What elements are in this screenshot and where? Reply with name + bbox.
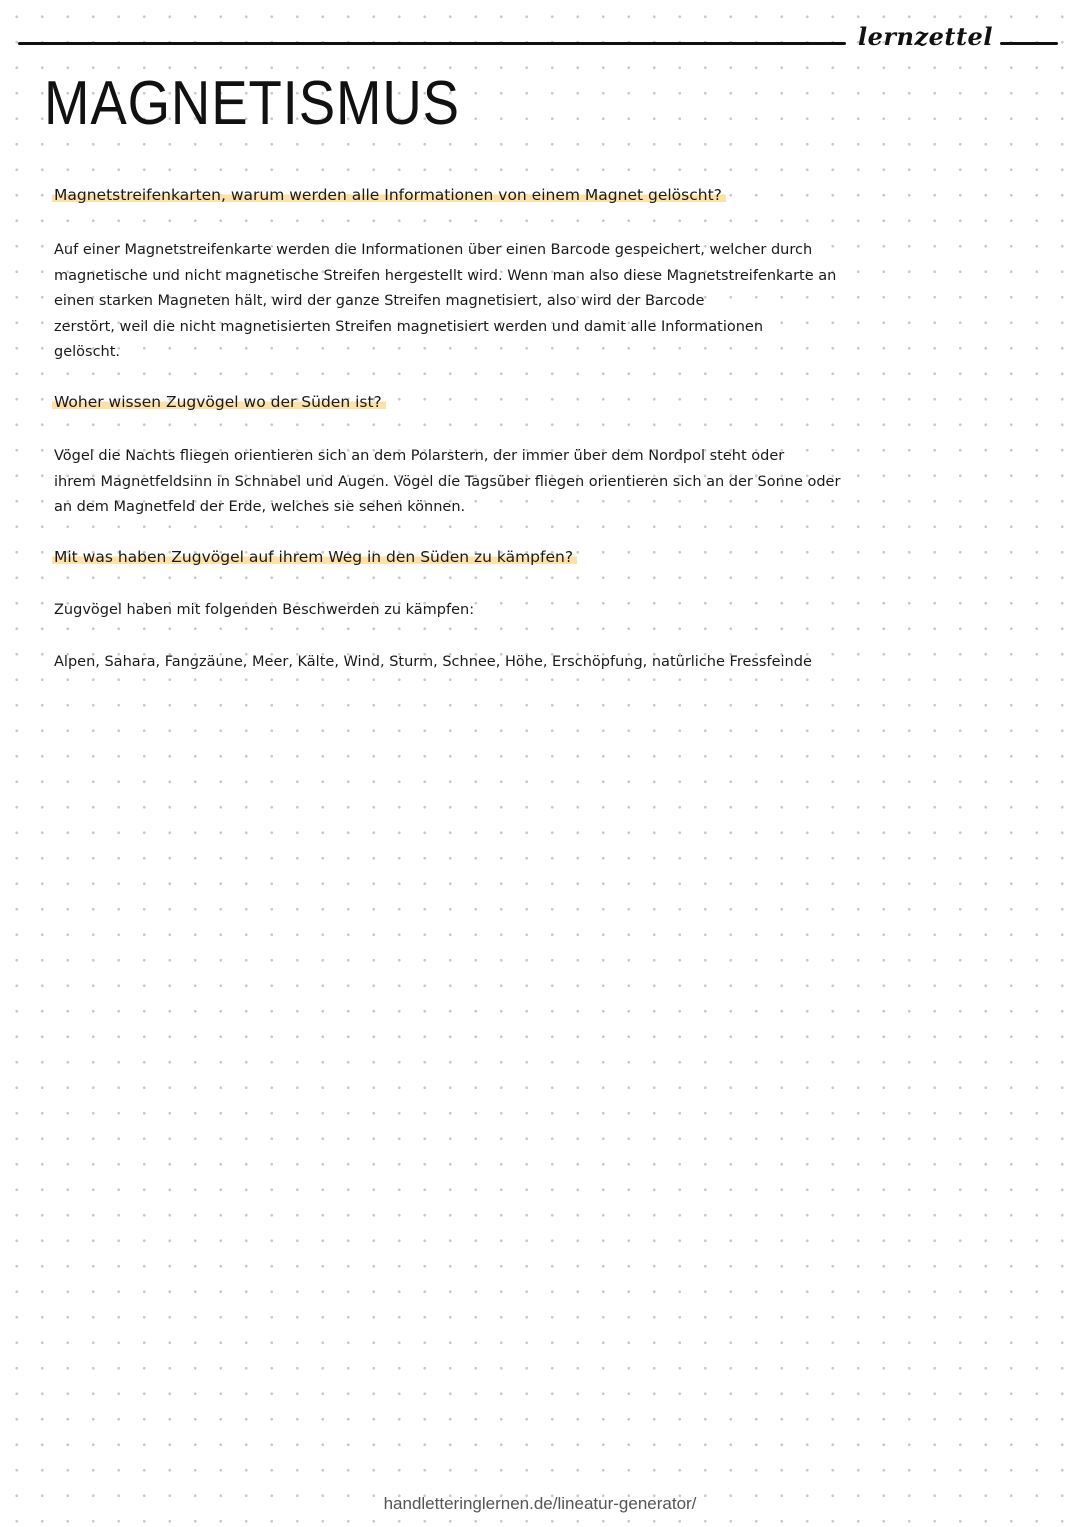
page-title: MAGNETISMUS <box>44 69 460 138</box>
answer-line: gelöscht. <box>54 344 121 360</box>
question-bird-obstacles: Mit was haben Zugvögel auf ihrem Weg in den Süden zu kämpfen? <box>52 548 577 566</box>
header-rule-right <box>1000 42 1058 45</box>
answer-line: magnetische und nicht magnetische Streifen hergestellt wird. Wenn man also diese Magnetstreifenkarte an <box>54 267 837 284</box>
answer-magnetic-stripe <box>54 238 1064 366</box>
header-rule-left <box>18 42 846 45</box>
footer-url: handletteringlernen.de/lineatur-generator/ <box>383 1494 697 1513</box>
answer-line: Zugvögel haben mit folgenden Beschwerden zu kämpfen: <box>54 602 475 618</box>
answer-line: Auf einer Magnetstreifenkarte werden die Informationen über einen Barcode gespeichert, welcher durch <box>54 242 813 258</box>
answer-bird-obstacles-intro <box>54 598 1064 624</box>
answer-line: an dem Magnetfeld der Erde, welches sie sehen können. <box>54 499 466 515</box>
answer-line: ihrem Magnetfeldsinn in Schnabel und Augen. Vögel die Tagsüber fliegen orientieren sich an der Sonne oder <box>54 473 841 490</box>
question-magnetic-stripe: Magnetstreifenkarten, warum werden alle Informationen von einem Magnet gelöscht? <box>52 186 726 204</box>
answer-bird-obstacles-list <box>54 650 1064 676</box>
answer-bird-navigation <box>54 444 1064 521</box>
answer-line: einen starken Magneten hält, wird der ganze Streifen magnetisiert, also wird der Barcode <box>54 293 705 309</box>
answer-line: Vögel die Nachts fliegen orientieren sich an dem Polarstern, der immer über dem Nordpol steht oder <box>54 448 785 464</box>
answer-line: zerstört, weil die nicht magnetisierten Streifen magnetisiert werden und damit alle Informationen <box>54 318 764 335</box>
brand-logo: lernzettel <box>858 22 993 51</box>
obstacle-list: Alpen, Sahara, Fangzäune, Meer, Kälte, Wind, Sturm, Schnee, Höhe, Erschöpfung, natürliche Fressfeinde <box>54 654 812 670</box>
question-bird-navigation: Woher wissen Zugvögel wo der Süden ist? <box>52 393 386 411</box>
